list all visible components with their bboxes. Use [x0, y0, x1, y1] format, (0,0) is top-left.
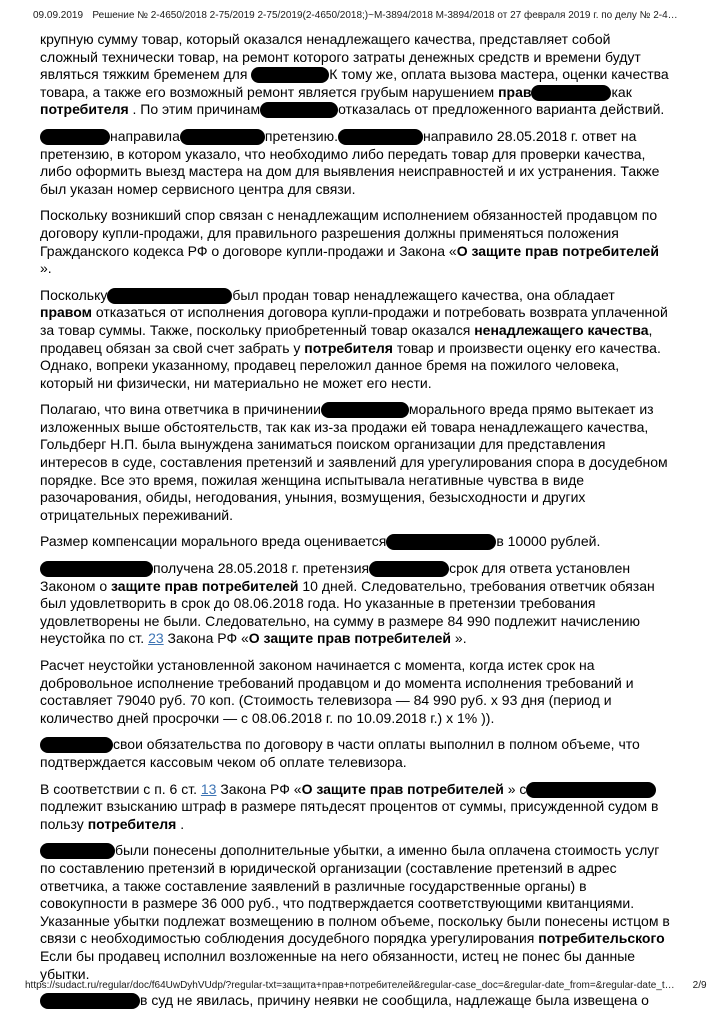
statute-article-link[interactable]: 23 — [148, 630, 164, 647]
text-run: Закона РФ « — [216, 780, 302, 797]
print-header — [33, 10, 687, 21]
redaction-bar — [526, 782, 656, 798]
text-run: » с — [503, 780, 527, 797]
redaction-bar — [321, 402, 409, 418]
redaction-bar — [40, 993, 140, 1009]
text-run: Поскольку возникший спор связан с ненадлежащим исполнением обязанностей продавцом по договору купли-продажи, для правильного разрешения должны применяться положения Гражданского кодекса РФ о договоре купли-продажи и Закона « — [40, 207, 658, 259]
bold-term: О защите прав потребителей — [456, 242, 659, 259]
redaction-bar — [40, 129, 110, 145]
bold-term: потребителя — [304, 339, 393, 356]
paragraph — [40, 207, 670, 277]
paragraph — [40, 842, 670, 983]
redaction-bar — [40, 561, 153, 577]
text-run: были понесены дополнительные убытки, а именно была оплачена стоимость услуг по составлению претензий в юридической организации (составление претензий в адрес ответчика, а также составление заявлений в различные государственные органы) в совокупности в размере 36 000 руб., что подтверждается соответствующими квитанциями. Указанные убытки подлежат возмещению в полном объеме, поскольку были понесены истцом в связи с необходимостью соблюдения досудебного порядка урегулирования — [40, 842, 670, 947]
redaction-bar — [180, 129, 265, 145]
text-run: отказалась от предложенного варианта действий. — [338, 101, 665, 118]
text-run: Расчет неустойки установленной законом начинается с момента, когда истек срок на добровольное исполнение требований продавцом и до момента исполнения требований и составляет 79040 руб. 70 коп. (Стоимость телевизора — 84 990 руб. x 93 дня (период и количество дней просрочки — с 08.06.2018 г. по 10.09.2018 г.) x 1% )). — [40, 657, 634, 726]
bold-term: прав — [498, 83, 532, 100]
text-run: срок для ответа установлен Законом о — [40, 560, 631, 594]
text-run: Если бы продавец исполнил возложенные на него обязанности, истец не понес бы данные убытки. — [40, 947, 636, 982]
paragraph — [40, 287, 670, 393]
paragraph — [40, 992, 670, 1010]
text-run: направило 28.05.2018 г. ответ на претензию, в котором указало, что необходимо либо передать товар для проверки качества, либо оформить выезд мастера на дом для выявления неисправностей и их устранения. Также был указан номер сервисного центра для связи. — [40, 127, 660, 197]
bold-term: ненадлежащего качества — [474, 321, 649, 338]
redaction-bar — [260, 102, 338, 118]
text-run: Размер компенсации морального вреда оценивается — [40, 533, 387, 550]
text-run: 10 дней. Следовательно, требования ответчик обязан был удовлетворить в срок до 08.06.2018 года. Но указанные в претензии требования удовлетворены не были. Следовательно, на сумму в размере 84 990 подлежит начислению неустойка по ст. — [40, 577, 655, 647]
bold-term: О защите прав потребителей — [248, 630, 452, 647]
bold-term: потребителя — [87, 815, 177, 832]
redaction-bar — [40, 843, 115, 859]
text-run: морального вреда прямо вытекает из изложенных выше обстоятельств, так как из-за продажи ей товара ненадлежащего качества, Гольдберг Н.П. была вынуждена заниматься поиском организации для представления интересов в суде, составления претензий и заявлений для урегулирования спора в досудебном порядке. Все это время, пожилая женщина испытывала негативные чувства в виде разочарования, обиды, негодования, уныния, возмущения, безысходности и других отрицательных переживаний. — [40, 401, 668, 523]
paragraph — [40, 31, 670, 119]
paragraph — [40, 128, 670, 198]
print-title: Решение № 2-4650/2018 2-75/2019 2-75/2019(2-4650/2018;)~М-3894/2018 М-3894/2018 от 27 февраля 2019 г. по делу № 2-4… — [92, 10, 678, 21]
paragraph — [40, 533, 670, 551]
print-footer — [25, 980, 707, 991]
redaction-bar — [386, 534, 496, 550]
paragraph — [40, 401, 670, 524]
text-run: товар и произвести оценку его качества. Однако, вопреки указанному, продавец переложил данное бремя на пожилого человека, который ни физически, ни материально не может его нести. — [40, 339, 661, 391]
print-url: https://sudact.ru/regular/doc/f64UwDyhVUdp/?regular-txt=защита+прав+потребителей&regular-case_doc=&regular-date_from=&regular-date_t… — [25, 980, 675, 991]
text-run: в 10000 рублей. — [496, 533, 601, 550]
text-run: В соответствии с п. 6 ст. — [40, 780, 201, 797]
bold-term: правом — [40, 304, 92, 321]
bold-term: защите прав потребителей — [111, 577, 299, 594]
text-run: Закона РФ « — [163, 630, 249, 647]
text-run: претензию. — [264, 127, 338, 144]
bold-term: потребительского — [538, 930, 665, 947]
redaction-bar — [40, 737, 113, 753]
text-run: направила — [110, 127, 180, 144]
page-number: 2/9 — [692, 980, 707, 991]
text-run: отказаться от исполнения договора купли-продажи и потребовать возврата уплаченной за товар суммы. Также, поскольку приобретенный товар оказался — [40, 304, 668, 338]
text-run: К тому же, оплата вызова мастера, оценки качества товара, а также его возможный ремонт является грубым нарушением — [40, 66, 669, 100]
redaction-bar — [251, 67, 329, 83]
text-run: Поскольку — [40, 286, 108, 303]
text-run: , продавец обязан за свой счет забрать у — [40, 321, 653, 356]
redaction-bar — [531, 85, 611, 101]
bold-term: потребителя — [40, 101, 129, 118]
document-body — [40, 31, 670, 1019]
text-run: ». — [451, 630, 467, 647]
text-run: свои обязательства по договору в части оплаты выполнил в полном объеме, что подтверждается кассовым чеком об оплате телевизора. — [40, 736, 640, 770]
text-run: Полагаю, что вина ответчика в причинении — [40, 401, 321, 418]
text-run: крупную сумму товар, который оказался ненадлежащего качества, представляет собой сложный технически товар, на ремонт которого затраты денежных средств и времени будут являться тяжким бременем для — [40, 31, 641, 83]
redaction-bar — [338, 129, 423, 145]
paragraph — [40, 736, 670, 771]
text-run: . По этим причинам — [128, 101, 261, 118]
text-run: получена 28.05.2018 г. претензия — [153, 560, 370, 577]
bold-term: О защите прав потребителей — [301, 780, 504, 797]
paragraph — [40, 657, 670, 727]
redaction-bar — [369, 561, 449, 577]
paragraph — [40, 560, 670, 648]
text-run: ». — [40, 260, 52, 277]
text-run: как — [611, 83, 632, 100]
text-run: в суд не явилась, причину неявки не сообщила, надлежаще была извещена о — [140, 992, 649, 1009]
paragraph — [40, 781, 670, 834]
redaction-bar — [107, 288, 232, 304]
text-run: был продан товар ненадлежащего качества, она обладает — [232, 286, 615, 303]
print-date: 09.09.2019 — [33, 10, 84, 21]
statute-article-link[interactable]: 13 — [200, 780, 217, 797]
text-run: . — [176, 815, 185, 832]
text-run: подлежит взысканию штраф в размере пятьдесят процентов от суммы, присужденной судом в пользу — [40, 798, 659, 832]
